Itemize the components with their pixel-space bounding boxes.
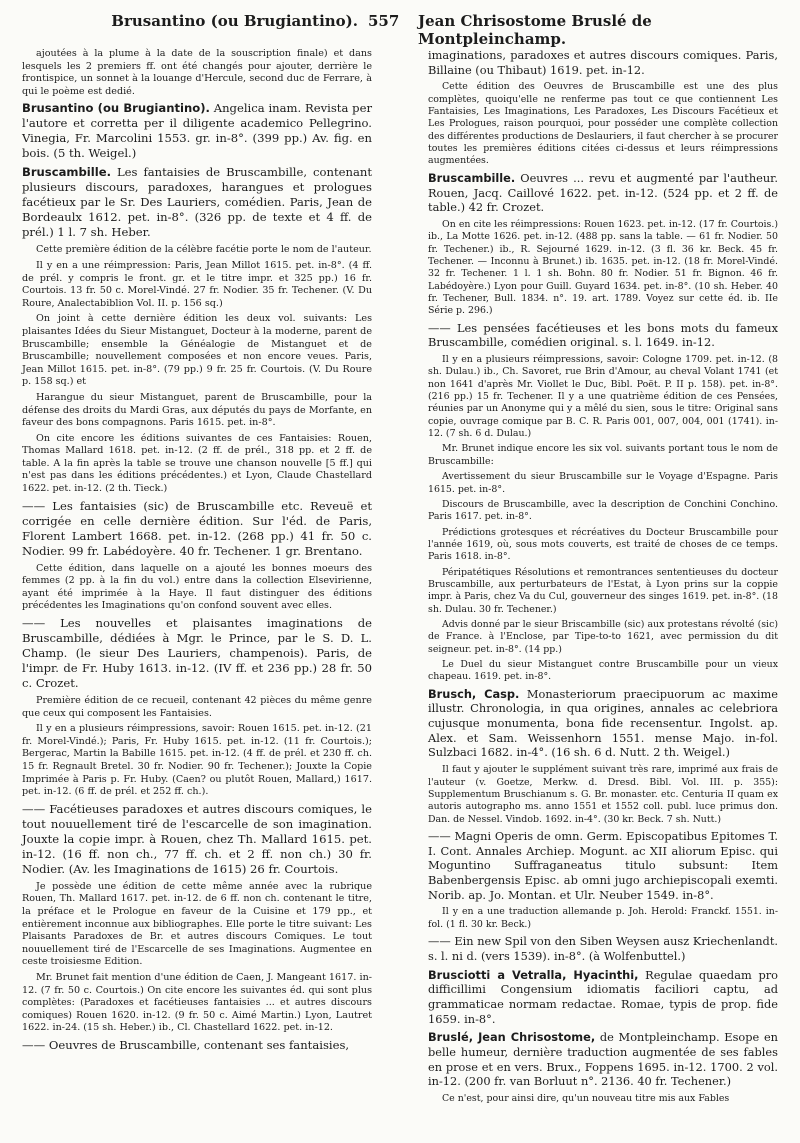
entry-note: Il y en a une réimpression: Paris, Jean Millot 1615. pet. in-8°. (4 ff. de prél. y compris le front. gr. et le titre impr. et 325 pp.) 16 fr. Courtois. 13 fr. 50 c. Morel-Vindé. 27 fr. Nodier. 35 fr. Techener. (V. Du Roure, Analectabiblion Vol. II. p. 156 sq.) (22, 259, 372, 309)
entry-note: Discours de Bruscambille, avec la description de Conchini Conchino. Paris 1617. pet. in-8°. (428, 498, 778, 523)
entry-note: Mr. Brunet indique encore les six vol. suivants portant tous le nom de Bruscambille: (428, 443, 778, 467)
entry-note: Le Duel du sieur Mistanguet contre Bruscambille pour un vieux chapeau. 1619. pet. in-8°. (428, 658, 778, 683)
bibliography-entry (22, 616, 372, 691)
entry-heading: Bruscambille. (22, 165, 111, 180)
entry-note: On en cite les réimpressions: Rouen 1623. pet. in-12. (17 fr. Courtois.) ib., La Motte 1626. pet. in-12. (488 pp. sans la table. — 61 fr. Nodier. 50 fr. Techener.) ib., R. Sejourné 1629. in-12. (3 fl. 36 kr. Beck. 45 fr. Techener. — Inconnu à Brunet.) ib. 1635. pet. in-12. (18 fr. Morel-Vindé. 32 fr. Techener. 1 l. 1 sh. Bohn. 80 fr. Nodier. 51 fr. Bignon. 46 fr. Labédoyère.) Lyon pour Guill. Guyard 1634. pet. in-8°. (10 sh. Heber. 40 fr. Techener, Bull. 1834. n°. 19. art. 1789. Voyez sur cette éd. ib. IIe Série p. 296.) (428, 218, 778, 317)
running-header-right: Jean Chrisostome Bruslé de Montpleinchamp. (418, 12, 652, 48)
entry-note: Première édition de ce recueil, contenant 42 pièces du même genre que ceux qui composent les Fantaisies. (22, 695, 372, 719)
entry-text: Oeuvres ... revu et augmenté par l'autheur. Rouen, Jacq. Caillové 1622. pet. in-12. (524 pp. et 2 ff. de table.) 42 fr. Crozet. (428, 170, 778, 215)
entry-note: Il faut y ajouter le supplément suivant très rare, imprimé aux frais de l'auteur (v. Goetze, Merkw. d. Dresd. Bibl. Vol. III. p. 355): Supplementum Bruschianum s. G. Br. monaster. etc. Centuria II quam ex autoris autographo ms. anno 1551 et 1552 coll. publ. luce primus don. Dan. de Nessel. Vindob. 1692. in-4°. (30 kr. Beck. 7 sh. Nutt.) (428, 764, 778, 825)
entry-heading: Bruslé, Jean Chrisostome, (428, 1030, 596, 1045)
entry-note: Advis donné par le sieur Briscambille (sic) aux protestans révolté (sic) de France. à l'Enclose, par Tipe-to-to 1621, avec permission du dit seigneur. pet. in-8°. (14 pp.) (428, 618, 778, 655)
entry-note: On cite encore les éditions suivantes de ces Fantaisies: Rouen, Thomas Mallard 1618. pet. in-12. (2 ff. de prél., 318 pp. et 2 ff. de table. A la fin après la table se trouve une chanson nouvelle [5 ff.] qui n'est pas dans les éditions précédentes.) et Lyon, Claude Chastellard 1622. pet. in-12. (2 th. Tieck.) (22, 432, 372, 495)
entry-text: Les nouvelles et plaisantes imaginations de Bruscambille, dédiées à Mgr. le Prince, par le S. D. L. Champ. (le sieur Des Lauriers, champenois). Paris, de l'impr. de Fr. Huby 1613. in-12. (IV ff. et 236 pp.) 28 fr. 50 c. Crozet. (22, 616, 372, 691)
entry-text: imaginations, paradoxes et autres discours comiques. Paris, Billaine (ou Thibaut) 1619. pet. in-12. (428, 48, 778, 77)
bibliography-entry (22, 1038, 372, 1053)
entry-text: Oeuvres de Bruscambille, contenant ses fantaisies, (48, 1037, 350, 1052)
entry-note: Ce n'est, pour ainsi dire, qu'un nouveau titre mis aux Fables (442, 1093, 730, 1105)
bibliography-entry (428, 48, 778, 77)
bibliography-entry (428, 171, 778, 215)
entry-note: On joint à cette dernière édition les deux vol. suivants: Les plaisantes Idées du Sieur Mistanguet, Docteur à la moderne, parent de Bruscambille; ensemble la Généalogie de Mistanguet et de Bruscambille; nouvellement composées et non encore veues. Paris, Jean Millot 1615. pet. in-8°. (79 pp.) 9 fr. 25 fr. Courtois. (V. Du Roure p. 158 sq.) et (22, 313, 372, 388)
entry-heading: Bruscambille. (428, 170, 516, 185)
entry-note: Cette édition, dans laquelle on a ajouté les bonnes moeurs des femmes (2 pp. à la fin du vol.) entre dans la collection Elsevirienne, ayant été imprimée à la Haye. Il faut distinguer des éditions précédentes les Imaginations qu'on confond souvent avec elles. (22, 562, 372, 612)
entry-note: Cette première édition de la célèbre facétie porte le nom de l'auteur. (36, 244, 372, 256)
entry-heading: Brusciotti a Vetralla, Hyacinthi, (428, 967, 639, 982)
entry-text: Facétieuses paradoxes et autres discours comiques, le tout nouuellement tiré de l'escarcelle de son imagination. Jouxte la copie impr. à Rouen, chez Th. Mallard 1615. pet. in-12. (16 ff. non ch., 77 ff. ch. et 2 ff. non ch.) 30 fr. Nodier. (Av. les Imaginations de 1615) 26 fr. Courtois. (22, 801, 372, 876)
bibliography-entry (22, 165, 372, 240)
bibliography-entry (22, 101, 372, 161)
entry-note: Cette édition des Oeuvres de Bruscambille est une des plus complètes, quoiqu'elle ne renferme pas tout ce que contiennent Les Fantaisies, Les Imaginations, Les Paradoxes, Les Discours Facétieux et Les Prologues, raison pourquoi, pour posséder une complète collection des différentes productions de Deslauriers, il faut chercher à se procurer toutes les premières éditions citées ci-dessus et leurs réimpressions augmentées. (428, 81, 778, 167)
running-header-left: Brusantino (ou Brugiantino). (111, 12, 358, 30)
entry-note: Je possède une édition de cette même année avec la rubrique Rouen, Th. Mallard 1617. pet. in-12. de 6 ff. non ch. contenant le titre, la préface et le Prologue en faveur de la Cuisine et 179 pp., et entièrement inconnue aux bibliographes. Elle porte le titre suivant: Les Plaisants Paradoxes de Br. et autres discours Comiques. Le tout nouuellement tiré de l'Escarcelle de ses Imaginations. Augmentee en ceste troisiesme Edition. (22, 880, 372, 968)
entry-text: Les fantaisies de Bruscambille, contenant plusieurs discours, paradoxes, harangues et prologues facétieux par le Sr. Des Lauriers, comédien. Paris, Jean de Bordeaulx 1612. pet. in-8°. (326 pp. de texte et 4 ff. de prél.) 1 l. 7 sh. Heber. (22, 165, 373, 240)
entry-text: de Montpleinchamp. Esope en belle humeur, dernière traduction augmentée de ses fables en prose et en vers. Brux., Foppens 1695. in-12. 1700. 2 vol. in-12. (200 fr. van Borluut n°. 2136. 40 fr. Techener.) (428, 1030, 778, 1089)
entry-text: Les fantaisies (sic) de Bruscambille etc. Reveuë et corrigée en celle dernière édition. Sur l'éd. de Paris, Florent Lambert 1668. pet. in-12. (268 pp.) 41 fr. 50 c. Nodier. 99 fr. Labédoyère. 40 fr. Techener. 1 gr. Brentano. (22, 498, 372, 558)
entry-text: Monasteriorum praecipuorum ac maxime illustr. Chronologia, in qua origines, annales ac celebriora cujusque monumenta, bona fide recensentur. Ingolst. ap. Alex. et Sam. Weissenhorn 1551. mense Majo. in-fol. Sulzbaci 1682. in-4°. (16 sh. 6 d. Nutt. 2 th. Weigel.) (428, 686, 778, 760)
bibliography-entry (428, 1030, 778, 1089)
bibliography-entry (428, 934, 778, 963)
entry-note: Avertissement du sieur Bruscambille sur le Voyage d'Espagne. Paris 1615. pet. in-8°. (428, 471, 778, 495)
bibliography-entry (22, 802, 372, 877)
entry-text: Regulae quaedam pro difficillimi Congensium idiomatis faciliori captu, ad grammaticae normam redactae. Romae, typis de prop. fide 1659. in-8°. (428, 967, 778, 1026)
bibliography-entry (428, 829, 778, 903)
entry-note: Il y en a une traduction allemande p. Joh. Herold: Franckf. 1551. in-fol. (1 fl. 30 kr. Beck.) (428, 906, 778, 930)
entry-heading: Brusantino (ou Brugiantino). (22, 101, 210, 116)
page-number: 557 (368, 12, 400, 30)
entry-note: ajoutées à la plume à la date de la souscription finale) et dans lesquels les 2 premiers ff. ont été changés pour ajouter, derrière le frontispice, un sonnet à la louange d'Hercule, second duc de Ferrare, à qui le poème est dedié. (22, 48, 372, 97)
bibliography-entry (22, 499, 372, 559)
left-column (22, 48, 372, 1057)
entry-text: Angelica inam. Revista per l'autore et corretta per il diligente academico Pellegrino. Vinegia, Fr. Marcolini 1553. gr. in-8°. (399 pp.) Av. fig. en bois. (5 th. Weigel.) (22, 101, 372, 161)
entry-text: Magni Operis de omn. Germ. Episcopatibus Epitomes T. I. Cont. Annales Archiep. Mogunt. ac XII aliorum Episc. qui Moguntino Suffraganeatus titulo subsunt: Item Babenbergensis Episc. ab omni jugo archiepiscopali exemti. Norib. ap. Jo. Montan. et Ulr. Neuber 1549. in-8°. (428, 828, 778, 902)
entry-note: Mr. Brunet fait mention d'une édition de Caen, J. Mangeant 1617. in-12. (7 fr. 50 c. Courtois.) On cite encore les suivantes éd. qui sont plus complètes: (Paradoxes et facétieuses fantaisies ... et autres discours comiques) Rouen 1620. in-12. (9 fr. 50 c. Aimé Martin.) Lyon, Lautret 1622. in-24. (15 sh. Heber.) ib., Cl. Chastellard 1622. pet. in-12. (22, 971, 372, 1034)
entry-note: Harangue du sieur Mistanguet, parent de Bruscambille, pour la défense des droits du Mardi Gras, aux députés du pays de Morfante, en faveur des bons compagnons. Paris 1615. pet. in-8°. (22, 391, 372, 429)
bibliography-entry (428, 968, 778, 1027)
entry-heading: Brusch, Casp. (428, 686, 520, 701)
entry-note: Prédictions grotesques et récréatives du Docteur Bruscambille pour l'année 1619, où, sous mots couverts, est traité de choses de ce temps. Paris 1618. in-8°. (428, 526, 778, 563)
right-column (428, 48, 778, 1108)
entry-note: Péripatétiques Résolutions et remontrances sententieuses du docteur Bruscambille, aux perturbateurs de l'Estat, à Lyon prins sur la coppie impr. à Paris, chez Va du Cul, gouverneur des singes 1619. pet. in-8°. (18 sh. Dulau. 30 fr. Techener.) (428, 566, 778, 615)
bibliography-entry (428, 687, 778, 761)
entry-note: Il y en a plusieurs réimpressions, savoir: Cologne 1709. pet. in-12. (8 sh. Dulau.) ib., Ch. Savoret, rue Brin d'Amour, au cheval Volant 1741 (et non 1641 d'après Mr. Viollet le Duc, Bibl. Poët. P. II p. 158). pet. in-8°. (216 pp.) 15 fr. Techener. Il y a une quatrième édition de ces Pensées, réunies par un Anonyme qui y a mêlé du sien, sous le titre: Original sans copie, ouvrage comique par B. C. R. Paris 001, 007, 004, 001 (1741). in-12. (7 sh. 6 d. Dulau.) (428, 354, 778, 440)
entry-text: Ein new Spil von den Siben Weysen ausz Kriechenlandt. s. l. ni d. (vers 1539). in-8°. (à Wolfenbuttel.) (428, 934, 778, 963)
entry-text: Les pensées facétieuses et les bons mots du fameux Bruscambille, comédien original. s. l. 1649. in-12. (428, 320, 778, 350)
bibliography-entry (428, 321, 778, 350)
entry-note: Il y en a plusieurs réimpressions, savoir: Rouen 1615. pet. in-12. (21 fr. Morel-Vindé.); Paris, Fr. Huby 1615. pet. in-12. (11 fr. Courtois.); Bergerac, Martin la Babille 1615. pet. in-12. (4 ff. de prél. et 230 ff. ch. 15 fr. Regnault Bretel. 30 fr. Nodier. 90 fr. Techener.); Jouxte la Copie Imprimée à Paris p. Fr. Huby. (Caen? ou plutôt Rouen, Mallard,) 1617. pet. in-12. (6 ff. de prél. et 252 ff. ch.). (22, 723, 372, 798)
